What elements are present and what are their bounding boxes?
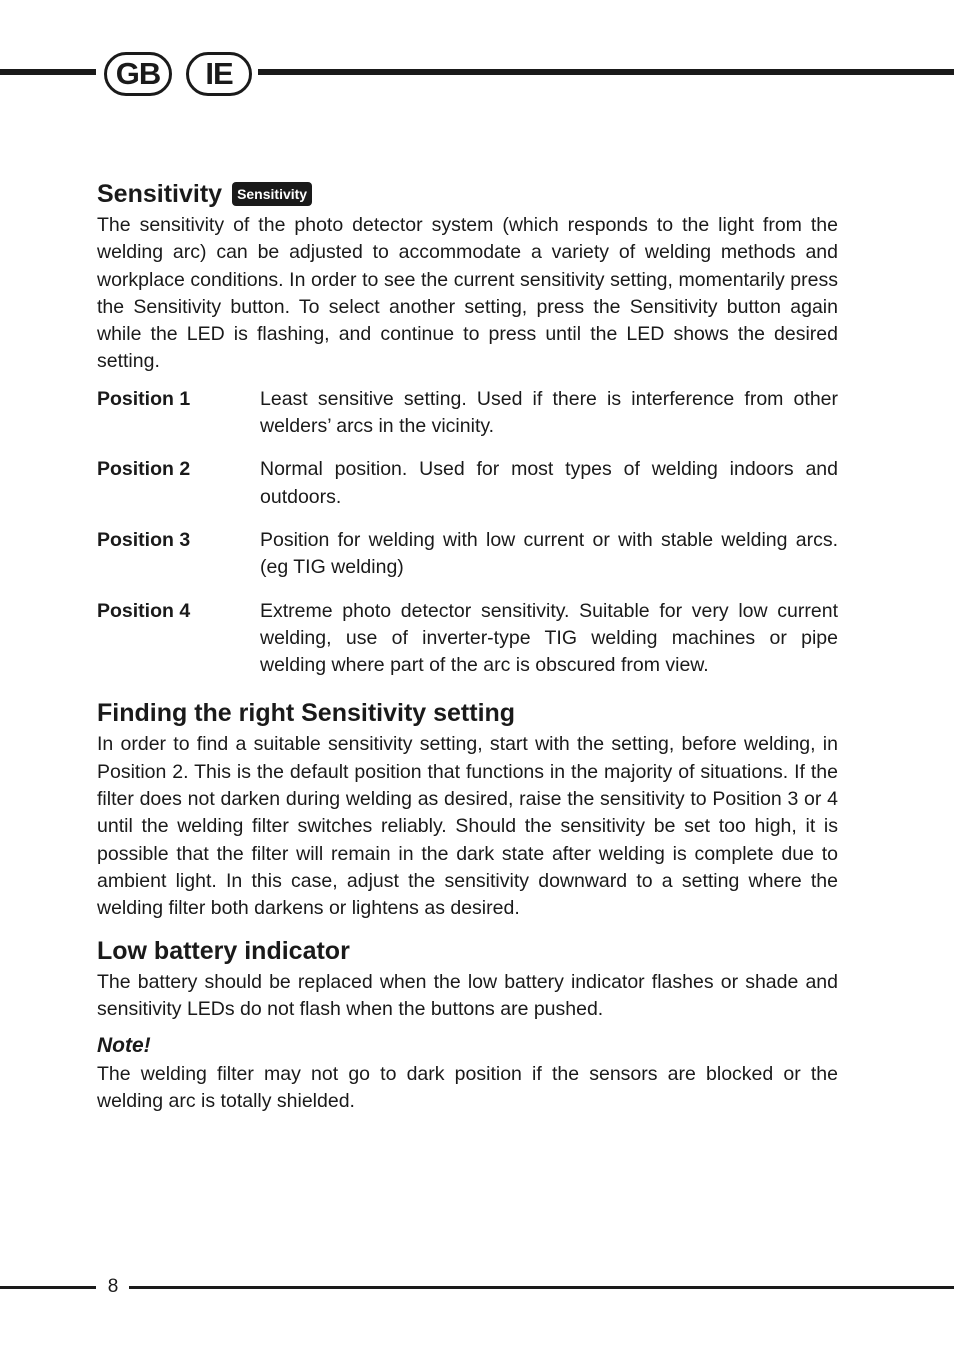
position-row [97,456,838,511]
finding-body: In order to find a suitable sensitivity setting, start with the setting, before welding, in Position 2. This is the default position that functions in the majority of situations. If the filter does not darken during welding as desired, raise the sensitivity to Position 3 or 4 until the welding filter switches reliably. Should the sensitivity be set too high, it is possible that the filter will remain in the dark state after welding is complete due to ambient light. In this case, adjust the sensitivity downward to a setting where the welding filter both darkens or lightens as desired. [97,733,838,920]
language-badge-ie: IE [186,52,252,96]
position-row [97,598,838,680]
header-rule-right [258,69,954,75]
finding-heading: Finding the right Sensitivity setting [97,699,516,728]
page-number: 8 [107,1276,119,1297]
position-row [97,386,838,441]
header-rule-left [0,69,96,75]
position-row [97,527,838,582]
position-label: Position 3 [97,528,191,551]
battery-heading: Low battery indicator [97,936,350,965]
footer-rule-left [0,1286,96,1289]
position-list [97,386,838,680]
sensitivity-title: Sensitivity [97,180,223,208]
page-content [97,176,838,1116]
position-description: Least sensitive setting. Used if there is interference from other welders’ arcs in the vicinity. [260,387,838,438]
position-label: Position 2 [97,458,191,481]
footer-rule-right [129,1286,954,1289]
language-badge-gb: GB [104,52,172,96]
position-label: Position 4 [97,599,191,622]
sensitivity-body: The sensitivity of the photo detector system (which responds to the light from the welding arc) can be adjusted to accommodate a variety of welding methods and workplace conditions. In order to see the current sensitivity setting, momentarily press the Sensitivity button. To select another setting, press the Sensitivity button again while the LED is flashing, and continue to press until the LED shows the desired setting. [97,214,838,373]
note-heading: Note! [97,1034,151,1058]
position-description: Normal position. Used for most types of welding indoors and outdoors. [260,458,838,508]
battery-body: The battery should be replaced when the low battery indicator flashes or shade and sensitivity LEDs do not flash when the buttons are pushed. [97,970,838,1020]
position-description: Extreme photo detector sensitivity. Suitable for very low current welding, use of inverter-type TIG welding machines or pipe welding where part of the arc is obscured from view. [260,599,838,677]
note-body: The welding filter may not go to dark position if the sensors are blocked or the welding arc is totally shielded. [97,1063,838,1113]
sensitivity-heading [97,176,838,212]
sensitivity-button-label: Sensitivity [232,182,312,206]
position-description: Position for welding with low current or with stable welding arcs. (eg TIG welding) [260,528,838,579]
position-label: Position 1 [97,387,191,410]
